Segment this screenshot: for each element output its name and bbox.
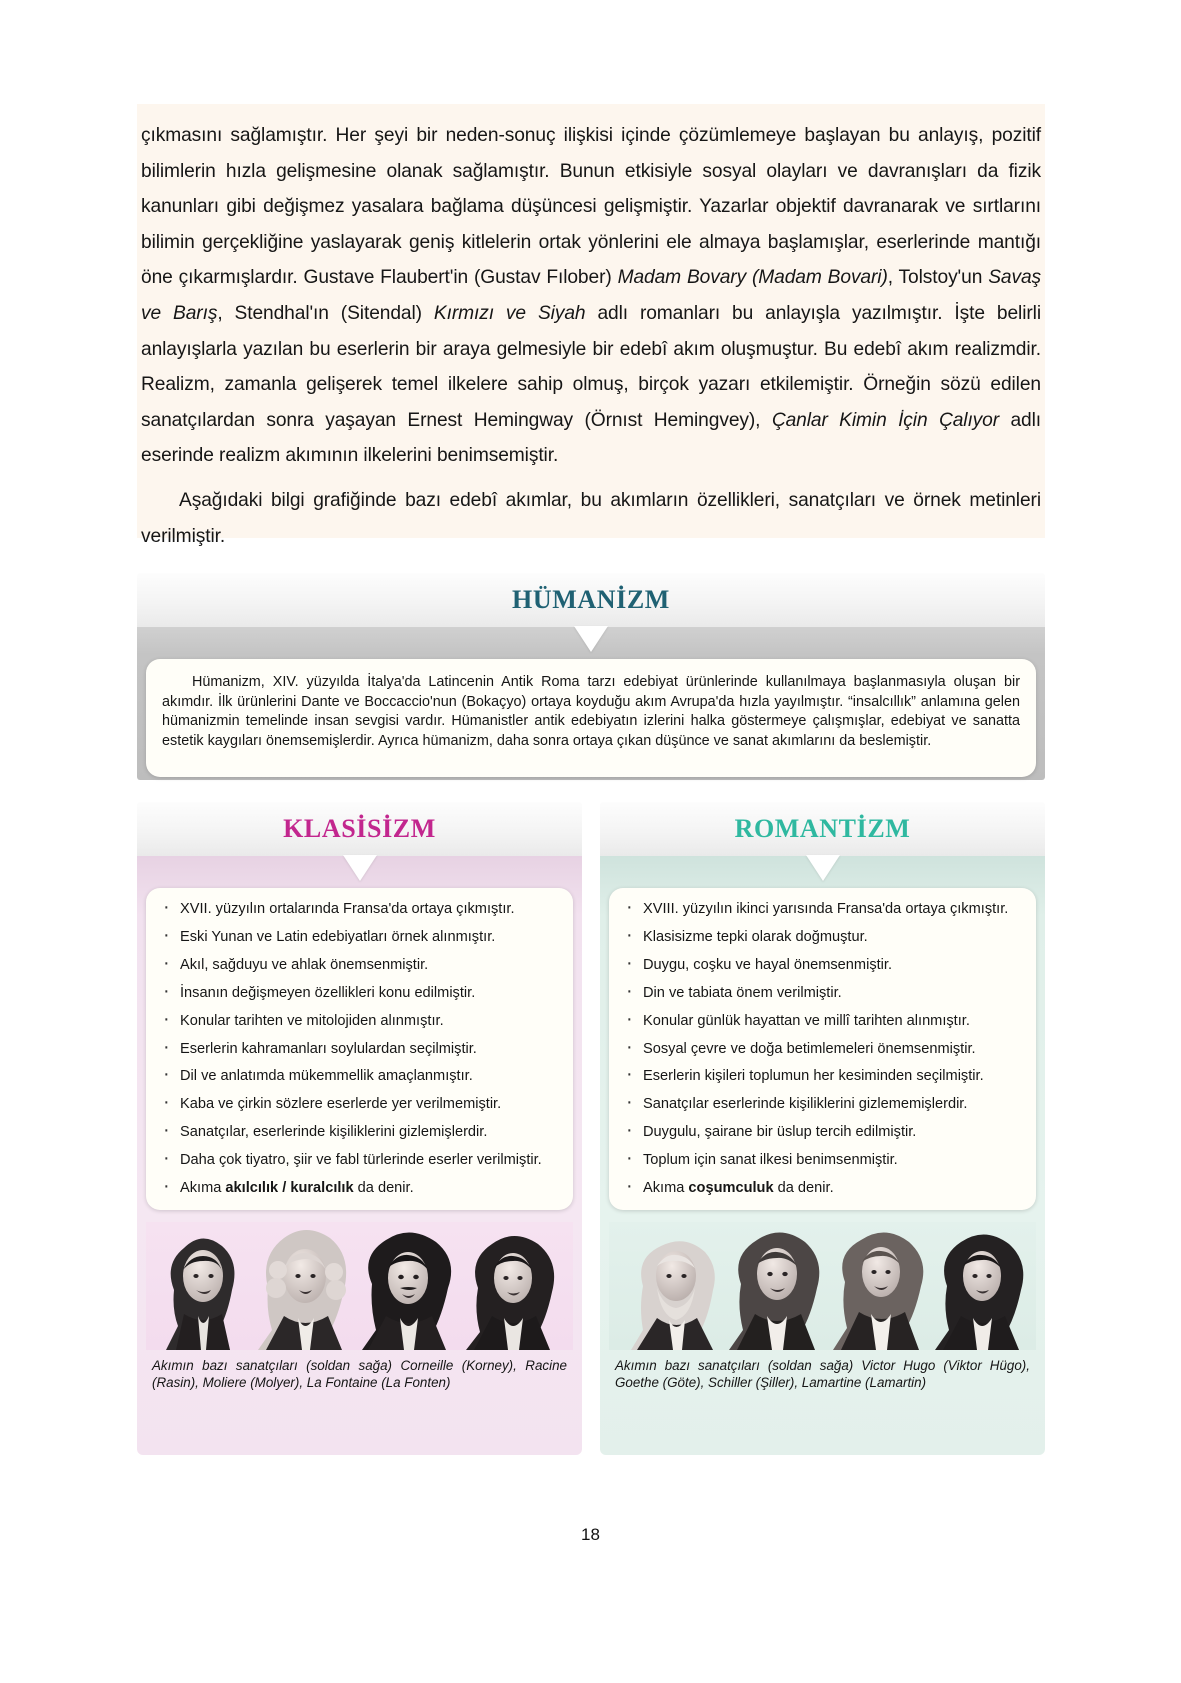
- feature-item: · Duygu, coşku ve hayal önemsenmiştir.: [617, 956, 1026, 975]
- humanizm-body-wrapper: [137, 627, 1045, 780]
- body-text: adlı romanları bu anlayışla yazılmıştır. İşte belirli anlayışlarla yazılan bu eserlerin bir araya gelmesiyle bir edebî akım oluşmuştur. Bu edebî akım realizmdir. Realizm, zamanla gelişerek temel ilkelere sahip olmuş, birçok yazarı etkilemiştir. Örneğin sözü edilen sanatçılardan sonra yaşayan Ernest Hemingway (Örnıst Hemingvey),: [141, 302, 1041, 431]
- klasisizm-feature-card: [146, 888, 573, 1210]
- klasisizm-portrait-image: [146, 1222, 573, 1350]
- work-title: Çanlar Kimin İçin Çalıyor: [771, 409, 1000, 431]
- klasisizm-pointer-icon: [146, 856, 573, 888]
- feature-item: · İnsanın değişmeyen özellikleri konu edilmiştir.: [154, 984, 563, 1003]
- humanizm-text-card: [146, 659, 1036, 777]
- feature-item: · Sosyal çevre ve doğa betimlemeleri önemsenmiştir.: [617, 1040, 1026, 1059]
- intro-text-block: [137, 104, 1045, 547]
- klasisizm-caption: Akımın bazı sanatçıları (soldan sağa) Corneille (Korney), Racine (Rasin), Moliere (Molyer), La Fontaine (La Fonten): [152, 1358, 567, 1391]
- feature-item: · XVIII. yüzyılın ikinci yarısında Fransa'da ortaya çıkmıştır.: [617, 900, 1026, 919]
- feature-emphasis: akılcılık / kuralcılık: [225, 1180, 354, 1197]
- feature-item: · Din ve tabiata önem verilmiştir.: [617, 984, 1026, 1003]
- romantizm-feature-list: [617, 900, 1026, 1198]
- feature-item: · Konular günlük hayattan ve millî tarihten alınmıştır.: [617, 1012, 1026, 1031]
- feature-item: · Duygulu, şairane bir üslup tercih edilmiştir.: [617, 1123, 1026, 1142]
- body-text: , Tolstoy'un: [887, 267, 989, 289]
- klasisizm-panel: [137, 802, 582, 1455]
- romantizm-feature-card: [609, 888, 1036, 1210]
- klasisizm-banner: [137, 802, 582, 856]
- humanizm-pointer-icon: [146, 627, 1036, 659]
- romantizm-pointer-icon: [609, 856, 1036, 888]
- feature-emphasis: coşumculuk: [688, 1180, 774, 1197]
- feature-item: · Sanatçılar, eserlerinde kişiliklerini gizlemişlerdir.: [154, 1123, 563, 1142]
- romantizm-title: ROMANTİZM: [734, 814, 911, 843]
- feature-text-lead: Akıma: [643, 1180, 689, 1197]
- humanizm-body-text: Hümanizm, XIV. yüzyılda İtalya'da Latincenin Antik Roma tarzı edebiyat ürünlerinde kullanılmaya başlanmasıyla oluşan bir akımdır. İlk ürünlerini Dante ve Boccaccio'nun (Bokaçyo) ortaya koyduğu akım Avrupa'da hızla yayılmıştır. “insalcıllık” anlamına gelen hümanizmin temelinde insan sevgisi vardır. Hümanistler antik edebiyatın izlerini halka göstermeye çalışmışlar, edebiyat ve sanatta estetik kaygıları önemsemişlerdir. Ayrıca hümanizm, daha sonra ortaya çıkan düşünce ve sanat akımlarını da beslemiştir.: [162, 674, 1020, 749]
- feature-item: · Eserlerin kişileri toplumun her kesiminden seçilmiştir.: [617, 1067, 1026, 1086]
- romantizm-portrait-image: [609, 1222, 1036, 1350]
- klasisizm-feature-list: [154, 900, 563, 1198]
- feature-item: · Sanatçılar eserlerinde kişiliklerini gizlememişlerdir.: [617, 1095, 1026, 1114]
- feature-text-tail: da denir.: [773, 1180, 834, 1197]
- romantizm-panel: [600, 802, 1045, 1455]
- feature-item: · Daha çok tiyatro, şiir ve fabl türlerinde eserler verilmiştir.: [154, 1151, 563, 1170]
- humanizm-title: HÜMANİZM: [512, 585, 670, 614]
- body-text: adlı eserinde realizm akımının ilkelerini benimsemiştir.: [141, 409, 1041, 467]
- romantizm-banner: [600, 802, 1045, 856]
- feature-text-lead: Akıma: [180, 1180, 226, 1197]
- feature-item: · Eski Yunan ve Latin edebiyatları örnek alınmıştır.: [154, 928, 563, 947]
- feature-text-tail: da denir.: [353, 1180, 414, 1197]
- feature-item: [154, 1179, 563, 1198]
- feature-item: · Konular tarihten ve mitolojiden alınmıştır.: [154, 1012, 563, 1031]
- feature-item: [617, 1179, 1026, 1198]
- work-title: Savaş ve Barış: [141, 267, 1042, 324]
- feature-item: · Klasisizme tepki olarak doğmuştur.: [617, 928, 1026, 947]
- feature-item: · Toplum için sanat ilkesi benimsenmiştir.: [617, 1151, 1026, 1170]
- movements-row: [137, 802, 1045, 1455]
- intro-paragraph-1: [141, 118, 1041, 474]
- feature-item: · Akıl, sağduyu ve ahlak önemsenmiştir.: [154, 956, 563, 975]
- body-text: çıkmasını sağlamıştır. Her şeyi bir neden-sonuç ilişkisi içinde çözümlemeye başlayan bu anlayış, pozitif bilimlerin hızla gelişmesine olanak sağlamıştır. Bunun etkisiyle sosyal olayları ve davranışları da fizik kanunları gibi değişmez yasalara bağlama düşüncesi gelişmiştir. Yazarlar objektif davranarak ve sırtlarını bilimin gerçekliğine yaslayarak geniş kitlelerin ortak yönlerini ele almaya başlamışlar, eserlerinde mantığı öne çıkarmışlardır. Gustave Flaubert'in (Gustav Fılober): [141, 125, 1041, 289]
- work-title: Kırmızı ve Siyah: [433, 302, 586, 324]
- klasisizm-body: [137, 856, 582, 1455]
- feature-item: · Eserlerin kahramanları soylulardan seçilmiştir.: [154, 1040, 563, 1059]
- feature-item: · Dil ve anlatımda mükemmellik amaçlanmıştır.: [154, 1067, 563, 1086]
- romantizm-caption: Akımın bazı sanatçıları (soldan sağa) Victor Hugo (Viktor Hügo), Goethe (Göte), Schiller (Şiller), Lamartine (Lamartin): [615, 1358, 1030, 1391]
- feature-item: · Kaba ve çirkin sözlere eserlerde yer verilmemiştir.: [154, 1095, 563, 1114]
- humanizm-panel: [137, 573, 1045, 780]
- intro-paragraph-2: Aşağıdaki bilgi grafiğinde bazı edebî akımlar, bu akımların özellikleri, sanatçıları ve örnek metinleri verilmiştir.: [141, 489, 1041, 547]
- romantizm-body: [600, 856, 1045, 1455]
- humanizm-banner: [137, 573, 1045, 627]
- klasisizm-title: KLASİSİZM: [283, 814, 436, 843]
- page-number: 18: [581, 1525, 600, 1544]
- feature-item: · XVII. yüzyılın ortalarında Fransa'da ortaya çıkmıştır.: [154, 900, 563, 919]
- body-text: , Stendhal'ın (Sitendal): [217, 302, 434, 324]
- work-title: Madam Bovary (Madam Bovari): [617, 267, 888, 289]
